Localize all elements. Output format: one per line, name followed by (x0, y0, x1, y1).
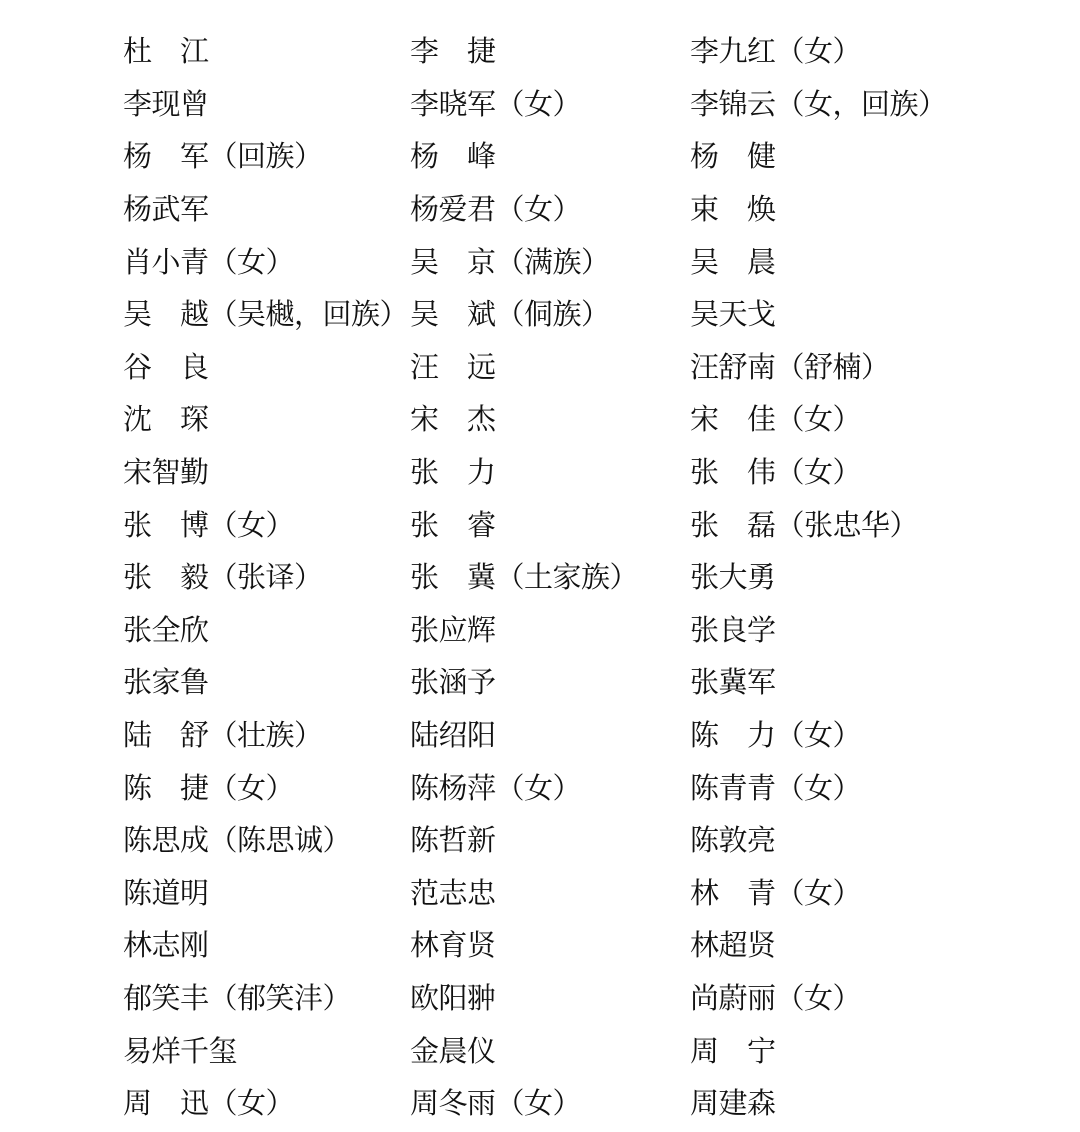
name-entry: 周建森 (690, 1088, 776, 1121)
name-entry: 陈杨萍（女） (410, 772, 582, 805)
name-entry: 易烊千玺 (123, 1035, 238, 1068)
name-row (123, 289, 1080, 342)
name-entry: 李九红（女） (690, 36, 862, 69)
name-entry: 杨武军 (123, 194, 209, 227)
name-entry: 杨 峰 (410, 141, 496, 174)
name-list (123, 26, 1080, 1130)
name-row (123, 710, 1080, 763)
name-entry: 张涵予 (410, 667, 496, 700)
name-entry: 李现曾 (123, 88, 209, 121)
name-row (123, 762, 1080, 815)
name-row (123, 605, 1080, 658)
name-entry: 张 伟（女） (690, 457, 862, 490)
name-row (123, 815, 1080, 868)
name-entry: 杨 健 (690, 141, 776, 174)
name-row (123, 236, 1080, 289)
name-entry: 周 宁 (690, 1035, 776, 1068)
name-entry: 周冬雨（女） (410, 1088, 582, 1121)
name-entry: 范志忠 (410, 877, 496, 910)
name-entry: 陈 力（女） (690, 720, 862, 753)
name-row (123, 973, 1080, 1026)
name-row (123, 131, 1080, 184)
name-entry: 张应辉 (410, 614, 496, 647)
name-entry: 吴 京（满族） (410, 246, 610, 279)
name-entry: 宋 佳（女） (690, 404, 862, 437)
name-entry: 吴 越（吴樾，回族） (123, 299, 409, 332)
name-row (123, 26, 1080, 79)
name-entry: 吴 斌（侗族） (410, 299, 610, 332)
name-row (123, 868, 1080, 921)
name-entry: 杜 江 (123, 36, 209, 69)
name-entry: 谷 良 (123, 351, 209, 384)
name-entry: 杨爱君（女） (410, 194, 582, 227)
name-entry: 束 焕 (690, 194, 776, 227)
name-entry: 汪 远 (410, 351, 496, 384)
name-row (123, 184, 1080, 237)
name-entry: 陈哲新 (410, 825, 496, 858)
name-entry: 汪舒南（舒楠） (690, 351, 890, 384)
name-entry: 吴天戈 (690, 299, 776, 332)
name-entry: 陈敦亮 (690, 825, 776, 858)
name-row (123, 394, 1080, 447)
name-entry: 张全欣 (123, 614, 209, 647)
name-entry: 张 博（女） (123, 509, 295, 542)
name-entry: 陆 舒（壮族） (123, 720, 323, 753)
name-entry: 杨 军（回族） (123, 141, 323, 174)
name-entry: 林志刚 (123, 930, 209, 963)
name-entry: 张 睿 (410, 509, 496, 542)
name-entry: 吴 晨 (690, 246, 776, 279)
name-entry: 郁笑丰（郁笑沣） (123, 982, 352, 1015)
name-entry: 宋智勤 (123, 457, 209, 490)
name-entry: 周 迅（女） (123, 1088, 295, 1121)
name-row (123, 920, 1080, 973)
name-entry: 宋 杰 (410, 404, 496, 437)
name-entry: 肖小青（女） (123, 246, 295, 279)
name-row (123, 342, 1080, 395)
name-entry: 金晨仪 (410, 1035, 496, 1068)
name-entry: 陈思成（陈思诚） (123, 825, 352, 858)
name-entry: 张冀军 (690, 667, 776, 700)
name-entry: 陈青青（女） (690, 772, 862, 805)
name-row (123, 552, 1080, 605)
name-entry: 张 磊（张忠华） (690, 509, 919, 542)
name-entry: 林育贤 (410, 930, 496, 963)
name-entry: 李晓军（女） (410, 88, 582, 121)
name-entry: 张大勇 (690, 562, 776, 595)
name-entry: 张家鲁 (123, 667, 209, 700)
name-entry: 李锦云（女，回族） (690, 88, 947, 121)
name-row (123, 447, 1080, 500)
name-row (123, 79, 1080, 132)
name-entry: 张 力 (410, 457, 496, 490)
name-entry: 欧阳翀 (410, 982, 496, 1015)
name-entry: 林 青（女） (690, 877, 862, 910)
name-entry: 沈 琛 (123, 404, 209, 437)
name-row (123, 657, 1080, 710)
name-entry: 张 冀（土家族） (410, 562, 639, 595)
name-entry: 李 捷 (410, 36, 496, 69)
name-row (123, 499, 1080, 552)
name-entry: 张良学 (690, 614, 776, 647)
name-entry: 陈 捷（女） (123, 772, 295, 805)
name-entry: 陈道明 (123, 877, 209, 910)
name-row (123, 1025, 1080, 1078)
name-entry: 张 毅（张译） (123, 562, 323, 595)
name-entry: 陆绍阳 (410, 720, 496, 753)
name-entry: 尚蔚丽（女） (690, 982, 862, 1015)
name-row (123, 1078, 1080, 1131)
name-entry: 林超贤 (690, 930, 776, 963)
